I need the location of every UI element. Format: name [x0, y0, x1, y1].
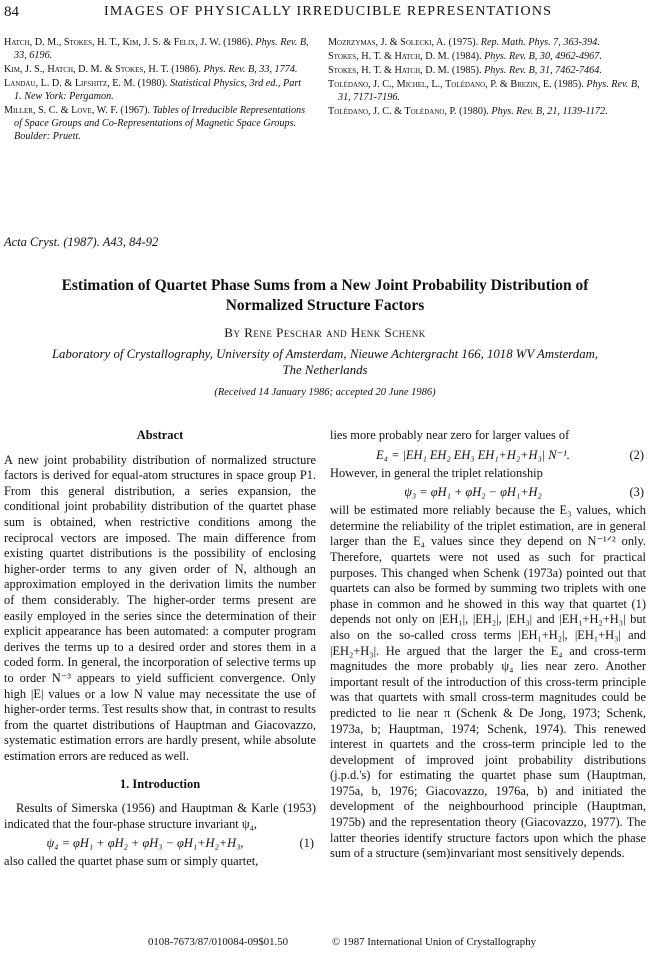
- reference-item: Stokes, H. T. & Hatch, D. M. (1985). Phys. Rev. B, 31, 7462-7464.: [328, 65, 602, 76]
- abstract-heading: Abstract: [136, 428, 184, 442]
- reference-list-left: [4, 36, 309, 144]
- reference-item: Kim, J. S., Hatch, D. M. & Stokes, H. T. (1986). Phys. Rev. B, 33, 1774.: [4, 64, 298, 75]
- page-number: 84: [4, 4, 19, 20]
- copyright: © 1987 International Union of Crystallography: [332, 936, 537, 948]
- article-code: 0108-7673/87/010084-09$01.50: [148, 936, 289, 948]
- equation-number: (2): [629, 447, 644, 462]
- left-column: [4, 428, 316, 870]
- equation-2: E₄ = |EH₁ EH₂ EH₃ EH₁+H₂+H₃| N⁻¹. (2): [330, 444, 646, 466]
- reference-item: Mozrzymas, J. & Solecki, A. (1975). Rep. Math. Phys. 7, 363-394.: [328, 37, 600, 48]
- received-dates: (Received 14 January 1986; accepted 20 June 1986): [214, 387, 436, 398]
- reference-list-right: [328, 36, 646, 119]
- intro-paragraph-cont: also called the quartet phase sum or simply quartet,: [4, 854, 259, 869]
- body-text: lies more probably near zero for larger values of: [330, 428, 570, 442]
- journal-citation: Acta Cryst. (1987). A43, 84-92: [4, 235, 159, 249]
- article-authors: By Rene Peschar and Henk Schenk: [224, 325, 426, 340]
- equation-number: (1): [299, 836, 314, 851]
- article-title: Estimation of Quartet Phase Sums from a New Joint Probability Distribution of Normalized Structure Factors: [61, 277, 589, 314]
- reference-item: Landau, L. D. & Lifshitz, E. M. (1980). Statistical Physics, 3rd ed., Part 1. New York: Pergamon.: [4, 78, 302, 102]
- reference-item: Stokes, H. T. & Hatch, D. M. (1984). Phys. Rev. B, 30, 4962-4967.: [328, 51, 602, 62]
- body-text: However, in general the triplet relationship: [330, 465, 543, 480]
- running-header: [4, 4, 644, 26]
- reference-item: Hatch, D. M., Stokes, H. T., Kim, J. S. & Felix, J. W. (1986). Phys. Rev. B, 33, 6196.: [4, 37, 309, 61]
- body-text: will be estimated more reliably because the E₃ values, which determine the reliability of the triplet estimation, are in general larger than the E₄ values since they depend on N⁻¹ᐟ² only. Therefore, quartets were not used as such for practical purposes. This changed when Schenk (1973a) pointed out that quartets can also be formed by summing two triplets with one phase in common and he showed in this way that quartet (1) depends not only on |EH₁|, |EH₂|, |EH₃| and |EH₁+H₂+H₃| but also on the so-called cross terms |EH₁+H₂|, |EH₁+H₃| and |EH₂+H₃|. He argued that the larger the E₄ and cross-term magnitudes the more probably ψ₄ lies near zero. Another important result of the introduction of this cross-term principle was that quartets with small cross-term magnitudes could be predicted to lie near π (Schenk & De Jong, 1973; Schenk, 1973a, b; Hauptman, 1974; Schenk, 1974). This renewed interest in quartets and the cross-term principle led to the development of improved joint probability distributions (j.p.d.'s) for estimating the quartet phase sum (Hauptman, 1975a, b, 1976; Giacovazzo, 1976a, b) and initiated the development of the neighbourhood principle (Hauptman, 1975b) and the representation theory (Giacovazzo, 1977). The latter theories identify structure factors upon which the phase sum of a structure (sem)invariant most sensitively depends.: [330, 503, 646, 861]
- reference-item: Tolédano, J. C. & Tolédano, P. (1980). Phys. Rev. B, 21, 1139-1172.: [328, 106, 608, 117]
- running-title: IMAGES OF PHYSICALLY IRREDUCIBLE REPRESENTATIONS: [104, 4, 553, 19]
- reference-item: Miller, S. C. & Love, W. F. (1967). Tables of Irreducible Representations of Space Groups and Co-Representations of Magnetic Space Groups. Boulder: Pruett.: [4, 105, 306, 142]
- abstract-text: A new joint probability distribution of normalized structure factors is derived for equal-atom structures in space group P1. From this general distribution, a series expansion, the conditional joint probability distribution of the quartet phase sum is obtained, when restrictive conditions among the reciprocal vectors are imposed. The main difference from existing quartet distributions is the possibility of enclosing higher-order terms to any given order of N, although an approximation employed in the derivation limits the number of them considerably. The higher-order terms present are easily employed in the series since the determination of their explicit appearance has been automated: a computer program derives the terms up to a desired order and stores them in a coded form. In general, the incorporation of selective terms up to order N⁻³ appears to yield sufficient convergence. Only high |E| values or a low N value may necessitate the use of higher-order terms. Test results show that, in contrast to results from the quartet distributions of Hauptman and Giacovazzo, systematic estimation errors are hardly present, while absolute estimation errors are reduced as well.: [4, 452, 316, 763]
- intro-paragraph: Results of Simerska (1956) and Hauptman & Karle (1953) indicated that the four-phase structure invariant ψ₄,: [4, 801, 316, 831]
- affiliation: Laboratory of Crystallography, University of Amsterdam, Nieuwe Achtergracht 166, 1018 WV Amsterdam, The Netherlands: [51, 347, 599, 377]
- equation-1: ψ₄ = φH₁ + φH₂ + φH₃ − φH₁+H₂+H₃, (1): [4, 832, 316, 854]
- reference-item: Tolédano, J. C., Michel, L., Tolédano, P. & Brezin, E. (1985). Phys. Rev. B, 31, 7171-7196.: [328, 79, 640, 103]
- equation-3: ψ₃ = φH₁ + φH₂ − φH₁+H₂ (3): [330, 481, 646, 503]
- introduction-heading: 1. Introduction: [119, 777, 201, 792]
- equation-number: (3): [629, 485, 644, 500]
- right-column: [330, 428, 646, 862]
